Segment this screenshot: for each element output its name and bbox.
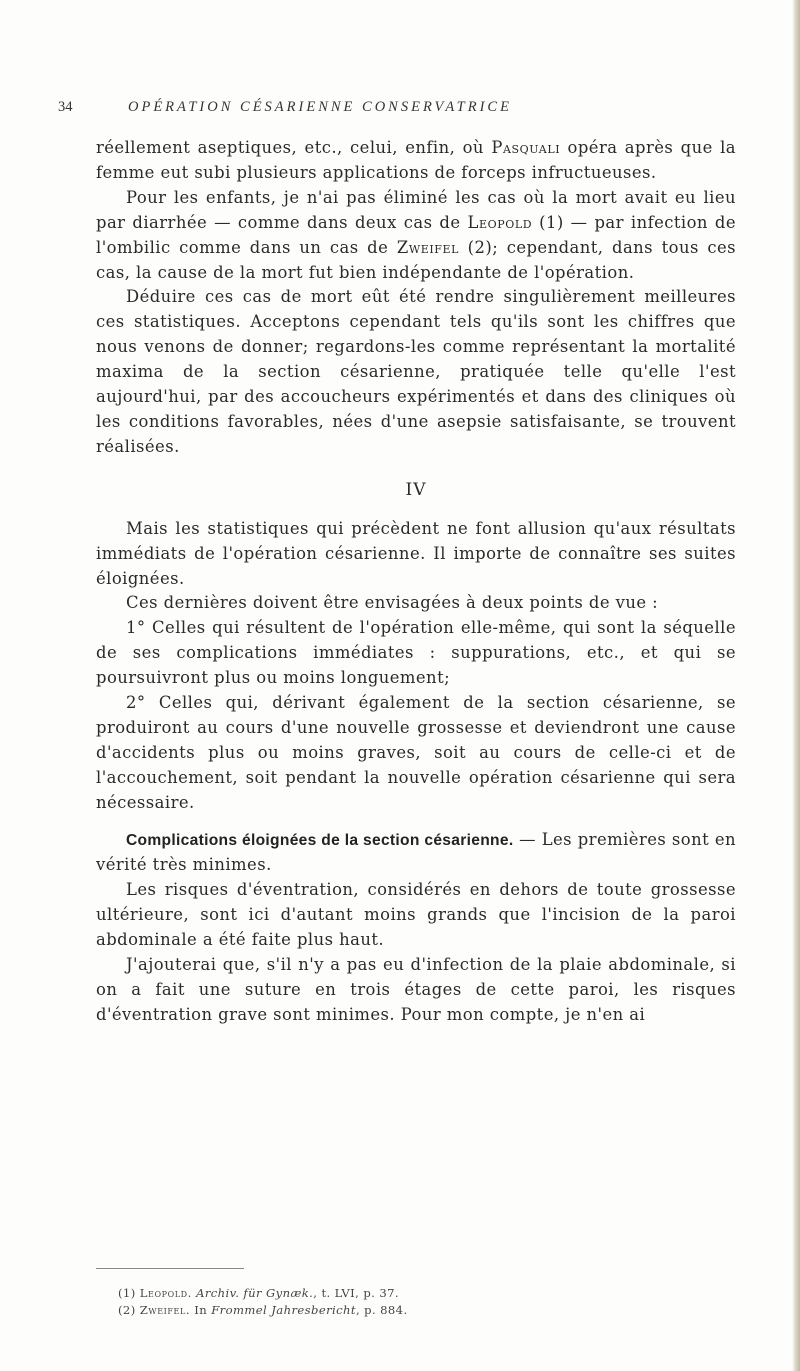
running-title: OPÉRATION CÉSARIENNE CONSERVATRICE xyxy=(128,99,512,115)
main-text xyxy=(96,136,736,1028)
footnote-1: (1) Leopold. Archiv. für Gynæk., t. LVI, p. 37. xyxy=(118,1286,399,1300)
footnote-2: (2) Zweifel. In Frommel Jahresbericht, p. 884. xyxy=(118,1303,408,1317)
paragraph-heading: Complications éloignées de la section césarienne. xyxy=(126,831,514,849)
paragraph-point-two: 2° Celles qui, dérivant également de la section césarienne, se produiront au cours d'une nouvelle grossesse et deviendront une cause d'accidents plus ou moins graves, soit au cours de celle-ci et de l'accouchement, soit pendant la nouvelle opération césarienne qui sera nécessaire. xyxy=(96,693,736,812)
page-edge xyxy=(792,0,800,1371)
paragraph-suture: J'ajouterai que, s'il n'y a pas eu d'infection de la plaie abdominale, si on a fait une suture en trois étages de cette paroi, les risques d'éventration grave sont minimes. Pour mon compte, je n'en ai xyxy=(96,955,736,1024)
paragraph-eventration: Les risques d'éventration, considérés en dehors de toute grossesse ultérieure, sont ici d'autant moins grands que l'incision de la paroi abdominale a été faite plus haut. xyxy=(96,880,736,950)
paragraph-complications: Complications éloignées de la section césarienne. — Les premières sont en vérité très minimes. xyxy=(96,829,736,875)
author-name: Pasquali xyxy=(491,138,561,157)
footnote-rule xyxy=(96,1268,244,1269)
author-name: Zweifel xyxy=(396,237,460,257)
paragraph-point-one: 1° Celles qui résultent de l'opération elle-même, qui sont la séquelle de ses complications immédiates : suppurations, etc., et qui se poursuivront plus ou moins longuement; xyxy=(96,618,736,688)
paragraph-two-points: Ces dernières doivent être envisagées à deux points de vue : xyxy=(126,593,659,613)
paragraph-immediate-results: Mais les statistiques qui précèdent ne font allusion qu'aux résultats immédiats de l'opération césarienne. Il importe de connaître ses suites éloignées. xyxy=(96,518,736,588)
paragraph-statistics: Déduire ces cas de mort eût été rendre singulièrement meilleures ces statistiques. Acceptons cependant tels qu'ils sont les chiffres que nous venons de donner; regardons-les comme représentant la mortalité maxima de la section césarienne, pratiquée telle qu'elle l'est aujourd'hui, par des accoucheurs expérimentés et dans des cliniques où les conditions favorables, nées d'une asepsie satisfaisante, se trouvent réalisées. xyxy=(96,287,736,456)
page-header xyxy=(58,99,748,121)
section-number: IV xyxy=(405,479,427,500)
paragraph-continuation: réellement aseptiques, etc., celui, enfin, où Pasquali opéra après que la femme eut subi plusieurs applications de forceps infructueuses. xyxy=(96,138,736,182)
page-number: 34 xyxy=(58,99,73,115)
author-name: Leopold xyxy=(467,212,533,232)
footnotes xyxy=(118,1285,718,1319)
paragraph-children: Pour les enfants, je n'ai pas éliminé les cas où la mort avait eu lieu par diarrhée — comme dans deux cas de Leopold (1) — par infection de l'ombilic comme dans un cas de Zweifel (2); cependant, dans tous ces cas, la cause de la mort fut bien indépendante de l'opération. xyxy=(96,187,736,282)
